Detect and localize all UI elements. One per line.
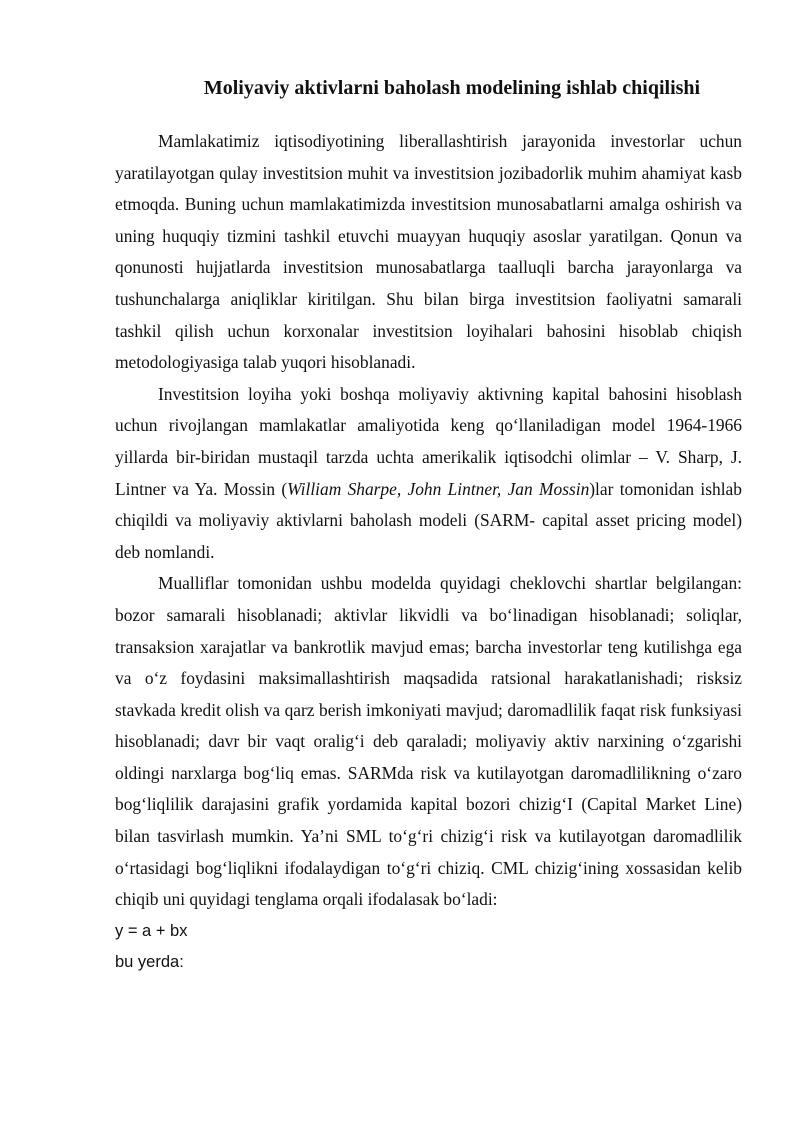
footer-line: bu yerda:	[115, 953, 184, 972]
paragraph-2-text-after: )lar tomonidan ishlab chiqildi va moliyaviy aktivlarni baholash modeli (SARM- capital asset pricing model) deb nomlandi.	[115, 478, 742, 562]
page-title: Moliyaviy aktivlarni baholash modelining ishlab chiqilishi	[203, 77, 701, 99]
paragraph-2-author-names: William Sharpe, John Lintner, Jan Mossin	[287, 478, 590, 499]
paragraph-2-text-before: Investitsion loyiha yoki boshqa moliyaviy aktivning kapital bahosini hisoblash uchun rivojlangan mamlakatlar amaliyotida keng qo‘llaniladigan model 1964-1966 yillarda bir-biridan mustaqil tarzda uchta amerikalik iqtisodchi olimlar – V. Sharp, J. Lintner va Ya. Mossin (	[115, 383, 742, 499]
formula-line: y = a + bx	[115, 921, 188, 940]
paragraph-2	[115, 379, 742, 569]
paragraph-1: Mamlakatimiz iqtisodiyotining liberallashtirish jarayonida investorlar uchun yaratilayotgan qulay investitsion muhit va investitsion jozibadorlik muhim ahamiyat kasb etmoqda. Buning uchun mamlakatimizda investitsion munosabatlarni amalga oshirish va uning huquqiy tizmini tashkil etuvchi muayyan huquqiy asoslar yaratilgan. Qonun va qonunosti hujjatlarda investitsion munosabatlarga taalluqli barcha jarayonlarga va tushunchalarga aniqliklar kiritilgan. Shu bilan birga investitsion faoliyatni samarali tashkil qilish uchun korxonalar investitsion loyihalari bahosini hisoblab chiqish metodologiyasiga talab yuqori hisoblanadi.	[115, 131, 742, 373]
document-body	[115, 126, 742, 979]
paragraph-3: Mualliflar tomonidan ushbu modelda quyidagi cheklovchi shartlar belgilangan: bozor samarali hisoblanadi; aktivlar likvidli va bo‘linadigan hisoblanadi; soliqlar, transaksion xarajatlar va bankrotlik mavjud emas; barcha investorlar teng kutilishga ega va o‘z foydasini maksimallashtirish maqsadida ratsional harakatlanishadi; risksiz stavkada kredit olish va qarz berish imkoniyati mavjud; daromadlilik faqat risk funksiyasi hisoblanadi; davr bir vaqt oralig‘i deb qaraladi; moliyaviy aktiv narxining o‘zgarishi oldingi narxlarga bog‘liq emas. SARMda risk va kutilayotgan daromadlilikning o‘zaro bog‘liqlilik darajasini grafik yordamida kapital bozori chizig‘I (Capital Market Line) bilan tasvirlash mumkin. Ya’ni SML to‘g‘ri chizig‘i risk va kutilayotgan daromadlilik o‘rtasidagi bog‘liqlikni ifodalaydigan to‘g‘ri chiziq. CML chizig‘ining xossasidan kelib chiqib uni quyidagi tenglama orqali ifodalasak bo‘ladi:	[115, 573, 742, 910]
